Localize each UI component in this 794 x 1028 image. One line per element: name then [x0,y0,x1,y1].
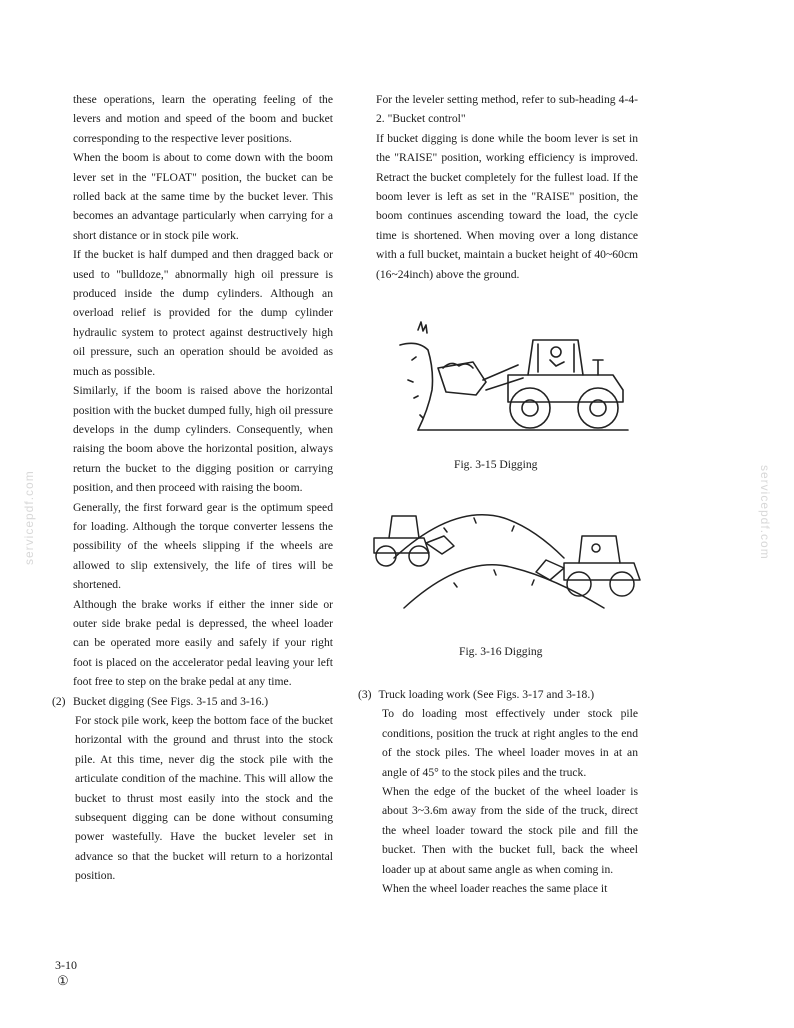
section-title: Truck loading work (See Figs. 3-17 and 3-18.) [378,688,595,701]
paragraph: these operations, learn the operating feeling of the levers and motion and speed of the boom and bucket corresponding to the respective lever positions. [73,93,333,145]
paragraph: For stock pile work, keep the bottom face of the bucket horizontal with the ground and thrust into the stock pile. At this time, never dig the stock pile with the articulate condition of the machine. This will allow the bucket to thrust most easily into the stock and the subsequent digging can be done without consuming power wastefully. Have the bucket leveler set in advance so that the bucket will return to a horizontal position. [75,714,333,883]
section-truck-loading [358,685,638,898]
paragraph: To do loading most effectively under stock pile conditions, position the truck at right angles to the end of the stock piles. The wheel loader moves in at an angle of 45° to the stock piles and the truck. [382,707,638,779]
paragraph: Similarly, if the boom is raised above the horizontal position with the bucket dumped fully, high oil pressure develops in the dump cylinders. Consequently, when raising the boom above the horizontal position, always return the bucket to the digging position or carrying position, and then proceed with raising the boom. [73,384,333,495]
paragraph: When the wheel loader reaches the same place it [382,882,608,896]
revision-mark: ① [57,973,69,988]
paragraph: If the bucket is half dumped and then dragged back or used to "bulldoze," abnormally high oil pressure is produced inside the dump cylinders. Although an overload relief is provided for the dump cylinder hydraulic system to protect against destructively high oil pressure, such an operation should be avoided as much as possible. [73,248,333,378]
paragraph: Although the brake works if either the inner side or outer side brake pedal is depressed, the wheel loader can be operated more easily and safely if your right foot is placed on the accelerator pedal leaving your left foot free to step on the brake pedal at any time. [73,597,333,689]
watermark-right: servicepdf.com [758,465,772,560]
right-column [376,90,638,284]
figure-caption-3-16: Fig. 3-16 Digging [459,645,543,658]
section-bucket-digging [52,692,333,711]
section-number: (3) [358,688,372,701]
paragraph: When the edge of the bucket of the wheel loader is about 3~3.6m away from the side of the truck, direct the wheel loader toward the stock pile and fill the bucket. Then with the bucket full, back the wheel loader up at about same angle as when coming in. [382,785,638,876]
watermark-left: servicepdf.com [22,470,36,565]
section-title: Bucket digging (See Figs. 3-15 and 3-16.) [73,694,269,708]
paragraph: Generally, the first forward gear is the optimum speed for loading. Although the torque converter lessens the possibility of the wheels slipping if the wheels are allowed to slip extensively, the life of tires will be shortened. [73,500,333,592]
left-column [52,90,333,886]
page-number: 3-10 [55,958,77,972]
paragraph: If bucket digging is done while the boom lever is set in the "RAISE" position, working efficiency is improved. Retract the bucket completely for the fullest load. If the boom lever is left as set in the "RAISE" position, the boom continues ascending toward the load, the cycle time is shortened. When moving over a long distance with a full bucket, maintain a bucket height of 40~60cm (16~24inch) above the ground. [376,131,638,281]
section-number: (2) [52,694,66,708]
paragraph: When the boom is about to come down with the boom lever set in the "FLOAT" position, the bucket can be rolled back at the same time by the bucket lever. This becomes an advantage particularly when carrying for a short distance or in stock pile work. [73,151,333,242]
paragraph: For the leveler setting method, refer to sub-heading 4-4-2. "Bucket control" [376,93,638,126]
figure-digging-3-15 [398,320,638,440]
figure-caption-3-15: Fig. 3-15 Digging [454,458,538,471]
figure-digging-3-16 [364,498,648,618]
